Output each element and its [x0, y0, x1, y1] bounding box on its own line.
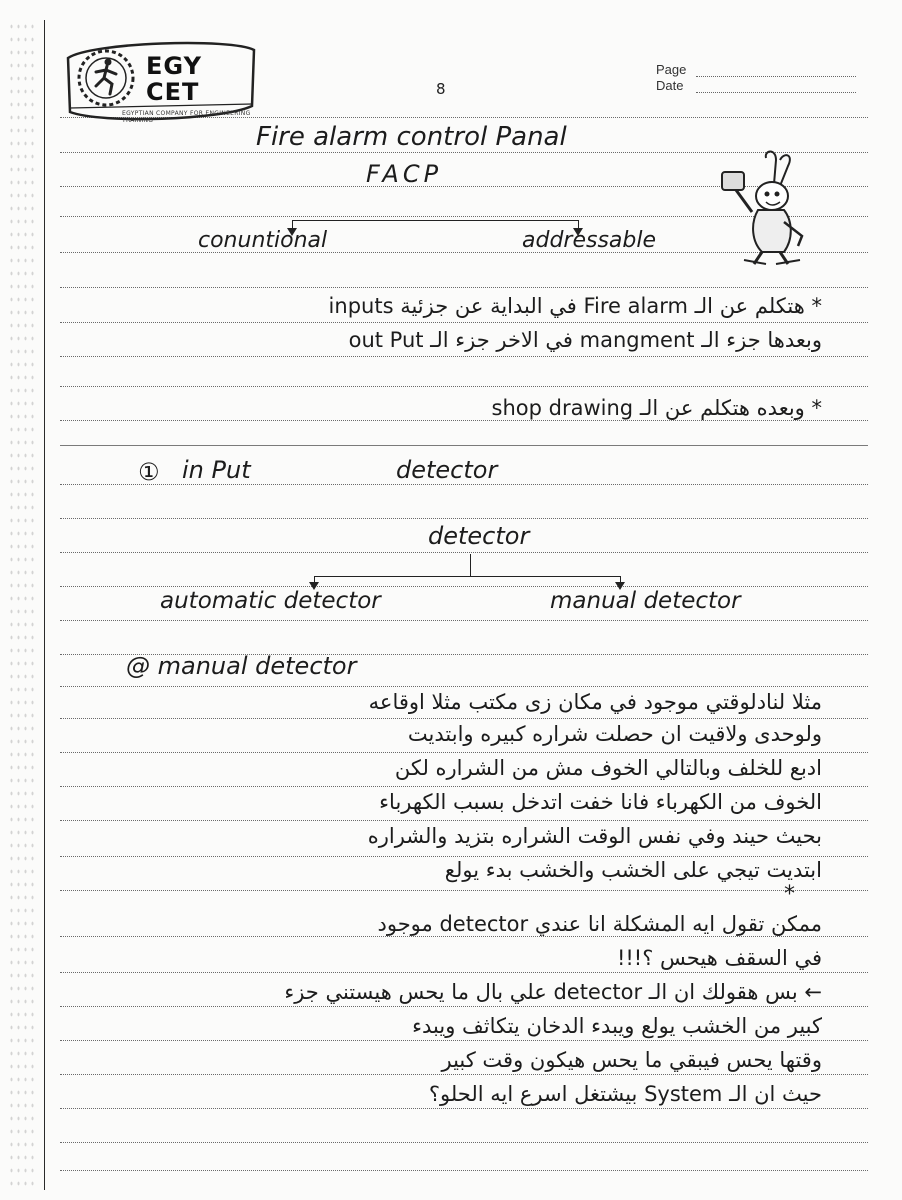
item1-label: in Put	[182, 456, 251, 484]
ruled-line	[60, 1142, 868, 1143]
rabbit-mascot-icon	[714, 150, 810, 268]
ruled-line	[60, 356, 868, 357]
para2-line: في السقف هيحس ؟!!!	[616, 946, 822, 970]
para1-line: ابتديت تيجي على الخشب والخشب بدء يولع	[444, 858, 822, 882]
date-field-line	[696, 92, 856, 93]
logo-tagline: EGYPTIAN COMPANY FOR ENGINEERING TRAINING	[122, 110, 251, 124]
item1-number: ①	[138, 458, 160, 486]
logo-text-cet: CET	[146, 78, 200, 106]
page-field-line	[696, 76, 856, 77]
date-label: Date	[656, 78, 684, 93]
ruled-line	[60, 484, 868, 485]
ruled-line	[60, 718, 868, 719]
page-number: 8	[436, 80, 446, 98]
branch-addressable: addressable	[522, 228, 657, 253]
ruled-line	[60, 552, 868, 553]
section-a-heading: @ manual detector	[126, 652, 357, 680]
bullet1-line1: * هتكلم عن الـ Fire alarm في البداية عن جزئية inputs	[328, 294, 822, 318]
margin-line	[44, 20, 45, 1190]
tree-manual: manual detector	[550, 588, 741, 614]
para3-line: حيث ان الـ System بيشتغل اسرع ايه الحلو؟	[428, 1082, 822, 1106]
ruled-line	[60, 620, 868, 621]
tree-stem	[470, 554, 471, 576]
ruled-line	[60, 820, 868, 821]
page-title: Fire alarm control Panal	[256, 122, 567, 152]
ruled-line	[60, 686, 868, 687]
para1-line: الخوف من الكهرباء فانا خفت اتدخل بسبب الكهرباء	[379, 790, 822, 814]
ruled-line	[60, 322, 868, 323]
ruled-line	[60, 936, 868, 937]
scan-noise	[8, 20, 38, 1190]
ruled-line	[60, 445, 868, 446]
logo-text-egy: EGY	[146, 52, 202, 80]
para1-line: ولوحدى ولاقيت ان حصلت شراره كبيره وابتديت	[407, 722, 822, 746]
page-subtitle: FACP	[366, 160, 443, 188]
branch-conventional: conuntional	[198, 228, 328, 253]
ruled-line	[60, 287, 868, 288]
ruled-line	[60, 1074, 868, 1075]
ruled-line	[60, 786, 868, 787]
branch-connector	[292, 220, 578, 221]
para3-line: كبير من الخشب يولع ويبدء الدخان يتكاثف ويبدء	[412, 1014, 822, 1038]
egycet-logo	[62, 36, 260, 126]
ruled-line	[60, 586, 868, 587]
bullet2: * وبعده هتكلم عن الـ shop drawing	[491, 396, 822, 420]
ruled-line	[60, 1006, 868, 1007]
page-label: Page	[656, 62, 687, 77]
para1-line: مثلا لنادلوقتي موجود في مكان زى مكتب مثلا اوقاعه	[368, 690, 822, 714]
ruled-line	[60, 856, 868, 857]
tree-root: detector	[428, 522, 530, 550]
ruled-line	[60, 386, 868, 387]
star-mark: *	[784, 882, 795, 907]
ruled-line	[60, 972, 868, 973]
ruled-line	[60, 1170, 868, 1171]
bullet1-line2: وبعدها جزء الـ mangment في الاخر جزء الـ out Put	[348, 328, 822, 352]
ruled-line	[60, 890, 868, 891]
para3-line: وقتها يحس فيبقي ما يحس هيكون وقت كبير	[441, 1048, 822, 1072]
tree-automatic: automatic detector	[160, 588, 381, 614]
para1-line: بحيث حيند وفي نفس الوقت الشراره بتزيد والشراره	[367, 824, 822, 848]
item1-value: detector	[396, 456, 498, 484]
ruled-line	[60, 752, 868, 753]
para3-line: ← بس هقولك ان الـ detector علي بال ما يحس هيستني جزء	[284, 980, 822, 1004]
ruled-line	[60, 1040, 868, 1041]
tree-connector	[314, 576, 620, 577]
ruled-line	[60, 420, 868, 421]
ruled-line	[60, 1108, 868, 1109]
para1-line: ادبع للخلف وبالتالي الخوف مش من الشراره لكن	[394, 756, 822, 780]
ruled-line	[60, 518, 868, 519]
para2-line: ممكن تقول ايه المشكلة انا عندي detector موجود	[377, 912, 822, 936]
